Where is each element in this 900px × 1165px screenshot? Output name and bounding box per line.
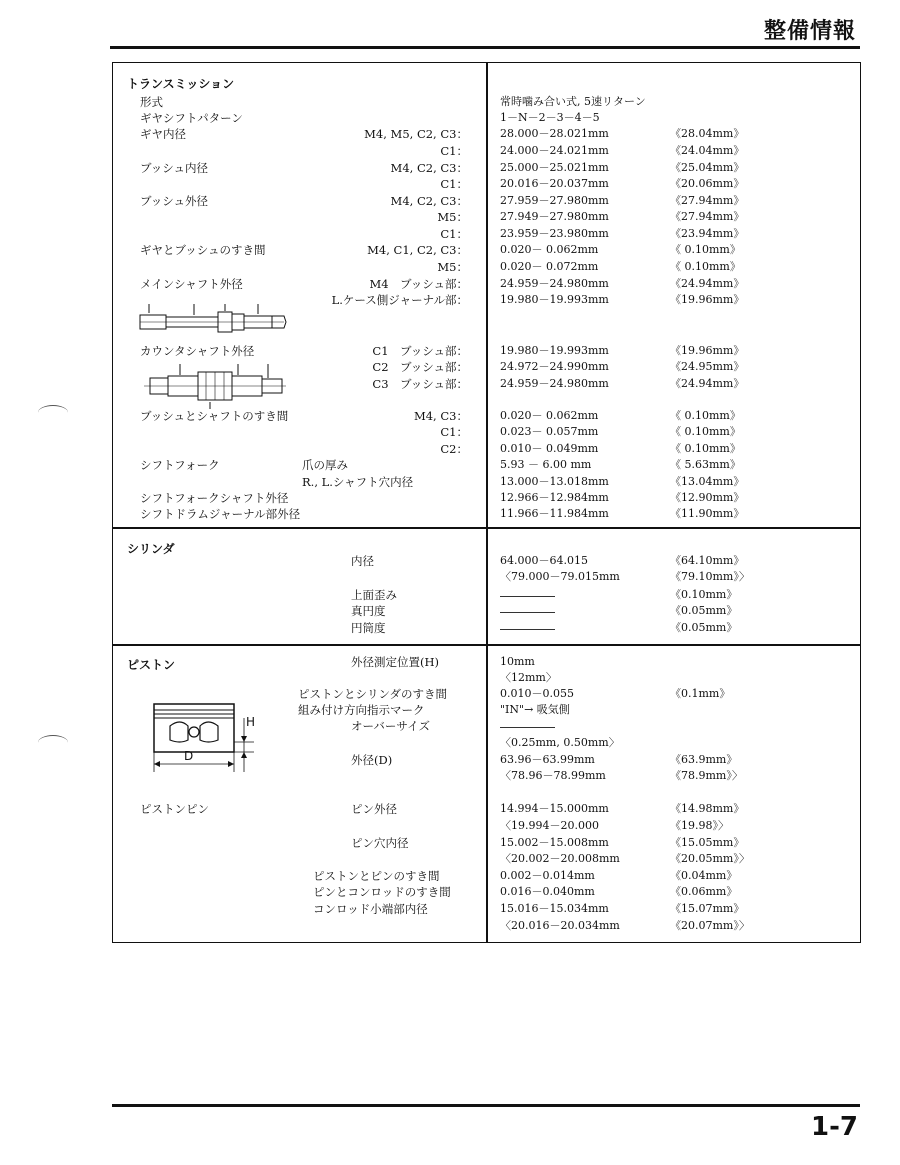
spec-label: 上面歪み	[351, 588, 397, 602]
spec-label: ギヤ内径	[140, 127, 186, 141]
spec-standard-value: 11.966－11.984mm	[500, 507, 609, 520]
spec-label: 円筒度	[351, 621, 386, 635]
piston-pin-title: ピストンピン	[140, 802, 209, 816]
spec-standard-value: 24.972－24.990mm	[500, 360, 609, 373]
spec-service-limit: 《0.05mm》	[670, 621, 738, 634]
section-divider	[112, 527, 861, 529]
spec-standard-value: 15.002－15.008mm	[500, 836, 609, 849]
spec-standard-value: 0.020－ 0.062mm	[500, 243, 599, 256]
section-title-piston: ピストン	[127, 658, 176, 672]
spec-service-limit: 《64.10mm》	[670, 554, 745, 567]
spec-service-limit: 《78.9mm》〉	[670, 769, 743, 782]
spec-service-limit: 《12.90mm》	[670, 491, 745, 504]
spec-service-limit: 《15.07mm》	[670, 902, 745, 915]
header-rule	[110, 46, 860, 49]
spec-standard-value: 24.959－24.980mm	[500, 377, 609, 390]
spec-service-limit: 《63.9mm》	[670, 753, 738, 766]
spec-standard-value: 0.023－ 0.057mm	[500, 425, 599, 438]
spec-label: 内径	[351, 554, 374, 568]
section-title-transmission: トランスミッション	[127, 77, 235, 91]
spec-label: ギヤとブッシュのすき間	[140, 243, 266, 257]
spec-standard-value: 0.010－0.055	[500, 687, 574, 700]
spec-standard-value: 0.020－ 0.072mm	[500, 260, 599, 273]
spec-condition: R., L.シャフト穴内径	[302, 475, 414, 489]
spec-service-limit: 《28.04mm》	[670, 127, 745, 140]
spec-condition: C1：	[440, 144, 468, 158]
spec-service-limit: 《 0.10mm》	[670, 442, 741, 455]
spec-standard-value: 〈78.96－78.99mm	[500, 769, 606, 782]
spec-service-limit: 《25.04mm》	[670, 161, 745, 174]
spec-service-limit: 《 0.10mm》	[670, 260, 741, 273]
spec-service-limit: 《24.94mm》	[670, 277, 745, 290]
spec-service-limit: 《27.94mm》	[670, 194, 745, 207]
spec-service-limit: 《20.07mm》〉	[670, 919, 750, 932]
piston-figure-h-label: H	[246, 715, 256, 729]
spec-condition: M5：	[437, 210, 468, 224]
spec-condition: C1 ブッシュ部：	[372, 344, 468, 358]
spec-label: ブッシュ内径	[140, 161, 208, 175]
spec-standard-value: 〈20.016－20.034mm	[500, 919, 620, 932]
spec-standard-value: 28.000－28.021mm	[500, 127, 609, 140]
spec-blank-dash	[500, 727, 555, 728]
spec-standard-value: 常時噛み合い式, 5速リターン	[500, 95, 646, 108]
spec-label: 組み付け方向指示マーク	[298, 703, 425, 717]
spec-condition: M4, C2, C3：	[390, 161, 468, 175]
spec-standard-value: 27.959－27.980mm	[500, 194, 609, 207]
spec-label: ピンとコンロッドのすき間	[313, 885, 451, 899]
spec-blank-dash	[500, 596, 555, 597]
spec-service-limit: 《24.94mm》	[670, 377, 745, 390]
spec-label: ギヤシフトパターン	[140, 111, 243, 125]
margin-mark	[38, 735, 68, 750]
spec-label: コンロッド小端部内径	[313, 902, 428, 916]
spec-standard-value: 19.980－19.993mm	[500, 293, 609, 306]
spec-service-limit: 《19.98》〉	[670, 819, 729, 832]
spec-standard-value: 13.000－13.018mm	[500, 475, 609, 488]
spec-label: オーバーサイズ	[351, 719, 431, 733]
spec-service-limit: 《 0.10mm》	[670, 425, 741, 438]
spec-service-limit: 《0.05mm》	[670, 604, 738, 617]
spec-service-limit: 《0.04mm》	[670, 869, 738, 882]
spec-standard-value: 63.96－63.99mm	[500, 753, 595, 766]
spec-service-limit: 《20.05mm》〉	[670, 852, 750, 865]
spec-standard-value: 19.980－19.993mm	[500, 344, 609, 357]
spec-label: カウンタシャフト外径	[140, 344, 255, 358]
spec-label: シフトフォーク	[140, 458, 220, 472]
spec-condition: M4, M5, C2, C3：	[364, 127, 468, 141]
spec-standard-value: 24.959－24.980mm	[500, 277, 609, 290]
spec-standard-value: 1－N－2－3－4－5	[500, 111, 600, 124]
spec-label: 形式	[140, 95, 163, 109]
piston-figure	[140, 696, 270, 776]
spec-service-limit: 《0.1mm》	[670, 687, 731, 700]
spec-service-limit: 《23.94mm》	[670, 227, 745, 240]
piston-figure-d-label: D	[184, 749, 194, 763]
spec-condition: M5：	[437, 260, 468, 274]
spec-service-limit: 《19.96mm》	[670, 293, 745, 306]
spec-condition: C1：	[440, 425, 468, 439]
spec-standard-value: 〈12mm〉	[500, 671, 557, 684]
spec-label: ピストンとピンのすき間	[313, 869, 440, 883]
countershaft-figure	[140, 362, 290, 410]
spec-service-limit: 《0.06mm》	[670, 885, 738, 898]
spec-service-limit: 《19.96mm》	[670, 344, 745, 357]
spec-standard-value: 27.949－27.980mm	[500, 210, 609, 223]
spec-condition: C2 ブッシュ部：	[372, 360, 468, 374]
spec-blank-dash	[500, 629, 555, 630]
spec-service-limit: 《 0.10mm》	[670, 409, 741, 422]
spec-standard-value: 64.000－64.015	[500, 554, 588, 567]
spec-service-limit: 《24.95mm》	[670, 360, 745, 373]
spec-service-limit: 《20.06mm》	[670, 177, 745, 190]
spec-condition: M4, C3：	[413, 409, 468, 423]
spec-standard-value: 12.966－12.984mm	[500, 491, 609, 504]
spec-standard-value: 15.016－15.034mm	[500, 902, 609, 915]
spec-blank-dash	[500, 612, 555, 613]
spec-condition: C3 ブッシュ部：	[372, 377, 468, 391]
section-divider	[112, 644, 861, 646]
spec-label: ピン外径	[351, 802, 397, 816]
spec-condition: L.ケース側ジャーナル部：	[331, 293, 468, 307]
spec-condition: 爪の厚み	[302, 458, 348, 472]
section-title-cylinder: シリンダ	[127, 542, 175, 556]
column-divider	[486, 62, 488, 943]
spec-label: シフトドラムジャーナル部外径	[140, 507, 301, 521]
spec-label: ブッシュ外径	[140, 194, 208, 208]
spec-service-limit: 《14.98mm》	[670, 802, 745, 815]
spec-condition: C1：	[440, 177, 468, 191]
spec-standard-value: 24.000－24.021mm	[500, 144, 609, 157]
spec-label: 外径(D)	[351, 753, 393, 767]
spec-label: ピン穴内径	[351, 836, 409, 850]
spec-condition: M4 ブッシュ部：	[369, 277, 468, 291]
spec-service-limit: 《24.04mm》	[670, 144, 745, 157]
spec-standard-value: 〈19.994－20.000	[500, 819, 599, 832]
spec-label: 真円度	[351, 604, 386, 618]
spec-standard-value: 〈0.25mm, 0.50mm〉	[500, 736, 620, 749]
spec-standard-value: 10mm	[500, 655, 535, 668]
spec-label: ピストンとシリンダのすき間	[298, 687, 448, 701]
spec-service-limit: 《 5.63mm》	[670, 458, 741, 471]
spec-service-limit: 《 0.10mm》	[670, 243, 741, 256]
spec-standard-value: 0.016－0.040mm	[500, 885, 595, 898]
spec-condition: C1：	[440, 227, 468, 241]
spec-standard-value: 20.016－20.037mm	[500, 177, 609, 190]
spec-standard-value: "IN"→ 吸気側	[500, 703, 570, 716]
margin-mark	[38, 405, 68, 420]
spec-standard-value: 0.010－ 0.049mm	[500, 442, 599, 455]
spec-standard-value: 0.002－0.014mm	[500, 869, 595, 882]
spec-label: ブッシュとシャフトのすき間	[140, 409, 289, 423]
spec-label: 外径測定位置(H)	[351, 655, 440, 669]
spec-standard-value: 〈79.000－79.015mm	[500, 570, 620, 583]
spec-condition: M4, C2, C3：	[390, 194, 468, 208]
spec-standard-value: 〈20.002－20.008mm	[500, 852, 620, 865]
footer-rule	[112, 1104, 860, 1107]
spec-label: シフトフォークシャフト外径	[140, 491, 289, 505]
spec-service-limit: 《0.10mm》	[670, 588, 738, 601]
spec-service-limit: 《13.04mm》	[670, 475, 745, 488]
spec-standard-value: 0.020－ 0.062mm	[500, 409, 599, 422]
spec-service-limit: 《11.90mm》	[670, 507, 745, 520]
spec-service-limit: 《15.05mm》	[670, 836, 745, 849]
spec-standard-value: 23.959－23.980mm	[500, 227, 609, 240]
spec-condition: C2：	[440, 442, 468, 456]
spec-condition: M4, C1, C2, C3：	[367, 243, 468, 257]
spec-service-limit: 《79.10mm》〉	[670, 570, 750, 583]
mainshaft-figure	[134, 302, 294, 342]
spec-standard-value: 14.994－15.000mm	[500, 802, 609, 815]
spec-standard-value: 25.000－25.021mm	[500, 161, 609, 174]
page-title: 整備情報	[763, 19, 856, 44]
page-number: 1-7	[811, 1112, 858, 1142]
spec-standard-value: 5.93 － 6.00 mm	[500, 458, 592, 471]
spec-label: メインシャフト外径	[140, 277, 243, 291]
spec-service-limit: 《27.94mm》	[670, 210, 745, 223]
